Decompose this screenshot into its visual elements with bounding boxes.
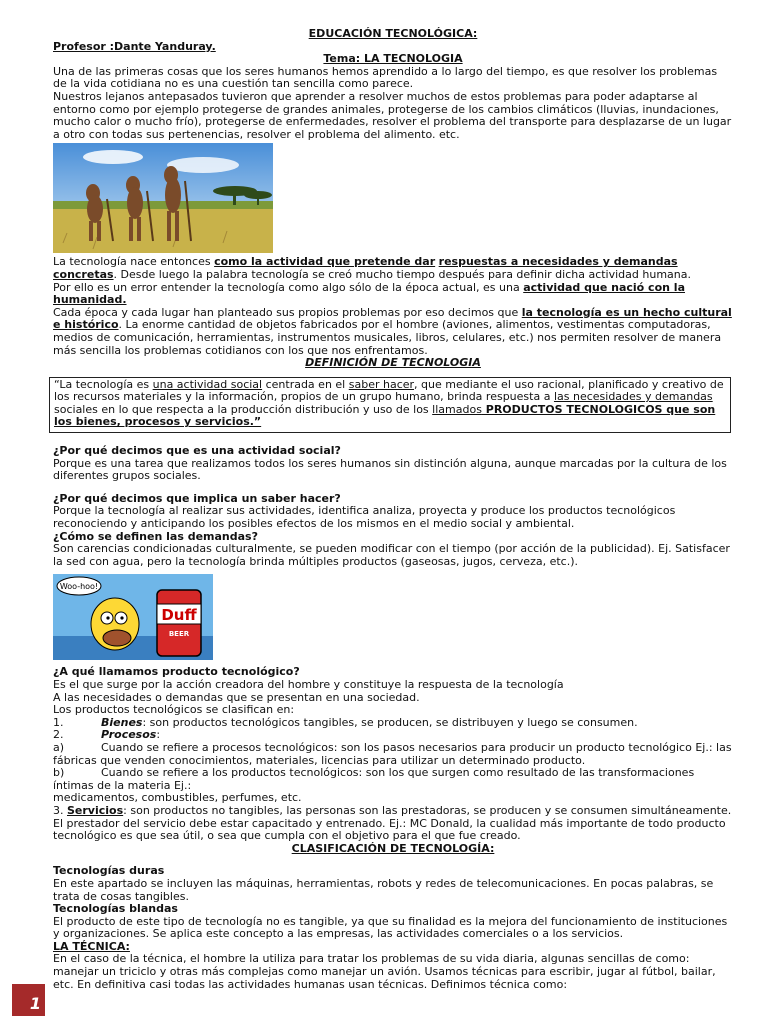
question-know-how: ¿Por qué decimos que implica un saber hacer? [53,491,341,505]
question-product: ¿A qué llamamos producto tecnológico? [53,665,300,679]
product-answer-1: Es el que surge por la acción creadora del hombre y constituye la respuesta de la tecnología [53,678,564,691]
human-evolution-illustration [53,143,273,253]
origin-paragraph-1: La tecnología nace entonces como la actividad que pretende dar respuestas a necesidades y demandas concretas. Desde luego la palabra tecnología se creó mucho tiempo después para definir dicha actividad humana. [53,255,691,281]
question-demands: ¿Cómo se definen las demandas? [53,529,258,543]
definition-quote-box [49,377,731,433]
svg-text:Woo-hoo!: Woo-hoo! [59,582,99,592]
list-item-procesos-b: b) Cuando se refiere a los productos tecnológicos: son los que surgen como resultado de las transformaciones íntimas de la materia Ej.: [53,766,695,792]
origin-paragraph-3: Cada época y cada lugar han planteado sus propios problemas por eso decimos que la tecnología es un hecho cultural e histórico. La enorme cantidad de objetos fabricados por el hombre (aviones, alimentos, vestimentas computadoras, medios de comunicación, herramientas, instrumentos musicales, libros, celulares, etc.) nos permiten resolver de manera más sencilla los problemas cotidianos con los que nos enfrentamos. [53,305,732,357]
product-answer-2: A las necesidades o demandas que se presentan en una sociedad. [53,690,420,704]
technique-text: En el caso de la técnica, el hombre la utiliza para tratar los problemas de su vida diaria, algunas sencillas de como: manejar un triciclo y otras más complejas como manejar un avión. Usamos técnicas para escribir, jugar al fútbol, bailar, etc. En definitiva casi todas las actividades humanas usan técnicas. Definimos técnica como: [53,952,716,991]
page-number-badge: 1 [12,984,45,1016]
soft-tech-heading: Tecnologías blandas [53,902,178,916]
hard-tech-heading: Tecnologías duras [53,864,165,878]
intro-paragraph-2: Nuestros lejanos antepasados tuvieron que aprender a resolver muchos de estos problemas para poder adaptarse al entorno como por ejemplo protegerse de grandes animales, protegerse de los cambios climáticos (lluvias, inundaciones, mucho calor o mucho frío), protegerse de enfermedades, resolver el problema del transporte para desplazarse de un lugar a otro con todas sus pertenencias, resolver el problema del alimento. etc. [53,89,732,141]
product-answer-3: Los productos tecnológicos se clasifican en: [53,703,295,717]
svg-text:BEER: BEER [168,630,190,639]
origin-paragraph-2: Por ello es un error entender la tecnología como algo sólo de la época actual, es una actividad que nació con la humanidad. [53,280,685,307]
intro-paragraph-1: Una de las primeras cosas que los seres humanos hemos aprendido a lo largo del tiempo, es que resolver los problemas de la vida cotidiana no es una cuestión tan sencilla como parece. [53,64,718,91]
hard-tech-text: En este apartado se incluyen las máquinas, herramientas, robots y redes de telecomunicaciones. En pocas palabras, se trata de cosas tangibles. [53,876,714,903]
answer-social-activity: Porque es una tarea que realizamos todos los seres humanos sin distinción alguna, aunque marcadas por la cultura de los diferentes grupos sociales. [53,456,727,483]
answer-know-how: Porque la tecnología al realizar sus actividades, identifica analiza, proyecta y produce los productos tecnológicos reconociendo y anticipando los posibles efectos de los mismos en el medio social y ambiental. [53,504,676,531]
list-item-bienes: 1. Bienes: son productos tecnológicos tangibles, se producen, se distribuyen y luego se consumen. [53,715,638,729]
document-title: EDUCACIÓN TECNOLÓGICA: [308,27,478,40]
list-item-procesos-a: a) Cuando se refiere a procesos tecnológicos: son los pasos necesarios para producir un producto tecnológico Ej.: las fábricas que venden conocimientos, materiales, licencias para utilizar un determinado producto. [53,740,732,767]
list-item-servicios: 3. Servicios: son productos no tangibles, las personas son las prestadoras, se producen y se consumen simultáneamente. El prestador del servicio debe estar capacitado y entrenado. Ej.: MC Donald, la cualidad más importante de todo producto tecnológico es que sea útil, o sea que cumpla con el objetivo para el que fue creado. [53,803,732,843]
soft-tech-text: El producto de este tipo de tecnología no es tangible, ya que su finalidad es la mejora del funcionamiento de instituciones y organizaciones. Se aplica este concepto a las empresas, las actividades comerciales o a los servicios. [53,914,728,941]
definition-heading: DEFINICIÓN DE TECNOLOGIA [305,356,481,370]
svg-text:Duff: Duff [161,606,197,625]
technique-heading: LA TÉCNICA: [53,939,130,953]
document-page [53,28,733,991]
question-social-activity: ¿Por qué decimos que es una actividad social? [53,444,341,458]
list-item-procesos-b-examples: medicamentos, combustibles, perfumes, etc. [53,791,302,805]
classification-heading: CLASIFICACIÓN DE TECNOLOGÍA: [291,841,495,855]
definition-text: “La tecnología es una actividad social centrada en el saber hacer, que mediante el uso racional, planificado y creativo de los recursos materiales y la información, propios de un grupo humano, brinda respuesta a las necesidades y demandas sociales en lo que respecta a la producción distribución y uso de los llamados PRODUCTOS TECNOLOGICOS que son los bienes, procesos y servicios.” [54,377,724,429]
list-item-procesos: 2. Procesos: [53,728,161,742]
answer-demands: Son carencias condicionadas culturalmente, se pueden modificar con el tiempo (por acción de la publicidad). Ej. Satisfacer la sed con agua, pero la tecnología brinda múltiples productos (gaseosas, jugos, cerveza, etc.). [53,542,730,568]
homer-duff-cartoon [53,574,213,660]
topic-heading: Tema: LA TECNOLOGIA [323,52,463,66]
professor-name: Profesor :Dante Yanduray. [53,39,216,53]
